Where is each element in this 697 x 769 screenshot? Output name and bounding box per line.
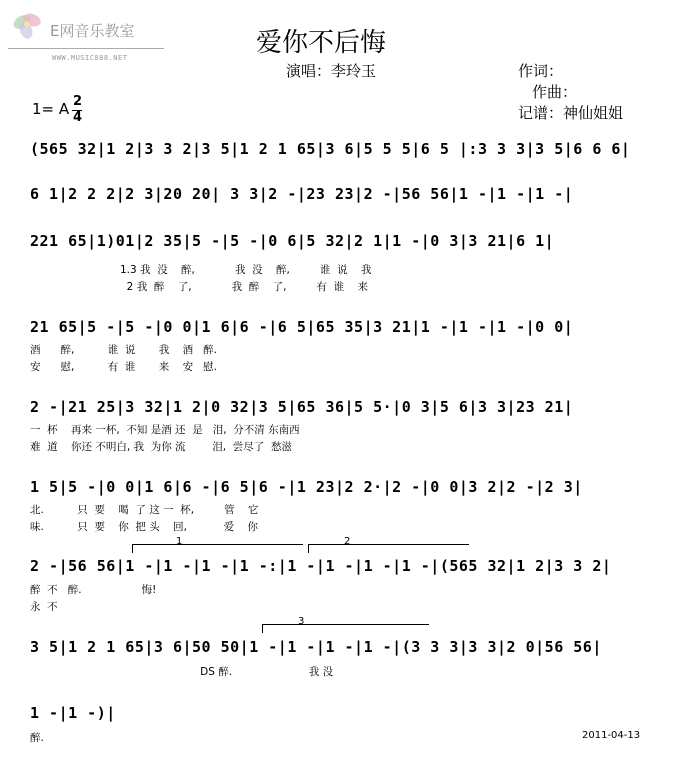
lyric-row-4-line-2: 安 慰, 有 谁 来 安 慰.	[30, 361, 217, 373]
lyric-row-7-line-1: 醉 不 醉. 悔!	[30, 584, 157, 596]
notation-row-8: 3 5|1 2 1 65|3 6|50 50|1 -|1 -|1 -|1 -|(3 3 3|3 3|2 0|56 56|	[30, 638, 602, 656]
notation-row-9: 1 -|1 -)|	[30, 704, 116, 722]
notation-row-7: 2 -|56 56|1 -|1 -|1 -|1 -:|1 -|1 -|1 -|1 -|(565 32|1 2|3 3 2|	[30, 557, 612, 575]
ending-bracket-2	[308, 544, 469, 553]
transcriber-credit: 记谱：神仙姐姐	[518, 104, 624, 122]
logo-underline	[8, 48, 164, 49]
lyric-row-7-line-2: 永 不	[30, 601, 58, 613]
logo-name: E网音乐教室	[50, 22, 135, 40]
logo-url: WWW.MUSIC888.NET	[52, 54, 128, 62]
time-signature-top: 2	[73, 94, 83, 109]
ending-bracket-1	[132, 544, 303, 553]
lyric-row-3-line-2: 2 我 醉 了, 我 醉 了, 有 谁 来	[120, 281, 369, 293]
notation-row-6: 1 5|5 -|0 0|1 6|6 -|6 5|6 -|1 23|2 2·|2 -|0 0|3 2|2 -|2 3|	[30, 478, 583, 496]
ending-bracket-1-label: 1	[176, 536, 183, 547]
ending-bracket-3	[262, 624, 429, 633]
flower-logo-icon	[8, 6, 48, 46]
notation-row-3: 221 65|1)01|2 35|5 -|5 -|0 6|5 32|2 1|1 -|0 3|3 21|6 1|	[30, 232, 555, 250]
lyric-row-6-line-1: 北. 只 要 喝 了 这 一 杯, 管 它	[30, 504, 259, 516]
lyric-row-5-line-2: 难 道 你还 不明白, 我 为你 流 泪, 尝尽了 愁滋	[30, 441, 292, 453]
composer-credit: 作曲：	[532, 83, 578, 101]
song-title: 爱你不后悔	[256, 28, 387, 58]
notation-row-2: 6 1|2 2 2|2 3|20 20| 3 3|2 -|23 23|2 -|56 56|1 -|1 -|1 -|	[30, 185, 574, 203]
lyric-row-5-line-1: 一 杯 再来 一杯, 不知 是酒 还 是 泪, 分不清 东南西	[30, 424, 300, 436]
notation-row-4: 21 65|5 -|5 -|0 0|1 6|6 -|6 5|65 35|3 21|1 -|1 -|1 -|0 0|	[30, 318, 574, 336]
notation-row-1: (565 32|1 2|3 3 2|3 5|1 2 1 65|3 6|5 5 5|6 5 |:3 3 3|3 5|6 6 6|	[30, 140, 631, 158]
lyric-row-9-line-1: 醉.	[30, 732, 44, 744]
lyric-row-3-line-1: 1.3 我 没 醉, 我 没 醉, 谁 说 我	[120, 264, 372, 276]
lyric-row-6-line-2: 味. 只 要 你 把 头 回, 爱 你	[30, 521, 259, 533]
lyric-row-8-line-1: DS 醉. 我 没	[120, 666, 334, 678]
key-signature: 1= A	[32, 100, 70, 118]
ending-bracket-2-label: 2	[344, 536, 351, 547]
time-signature-bottom: 4	[73, 110, 83, 125]
lyricist-credit: 作词：	[518, 62, 564, 80]
notation-row-5: 2 -|21 25|3 32|1 2|0 32|3 5|65 36|5 5·|0 3|5 6|3 3|23 21|	[30, 398, 574, 416]
singer-credit: 演唱：李玲玉	[286, 62, 377, 80]
ending-bracket-3-label: 3	[298, 616, 305, 627]
lyric-row-4-line-1: 酒 醉, 谁 说 我 酒 醉.	[30, 344, 217, 356]
transcription-date: 2011-04-13	[582, 730, 641, 741]
